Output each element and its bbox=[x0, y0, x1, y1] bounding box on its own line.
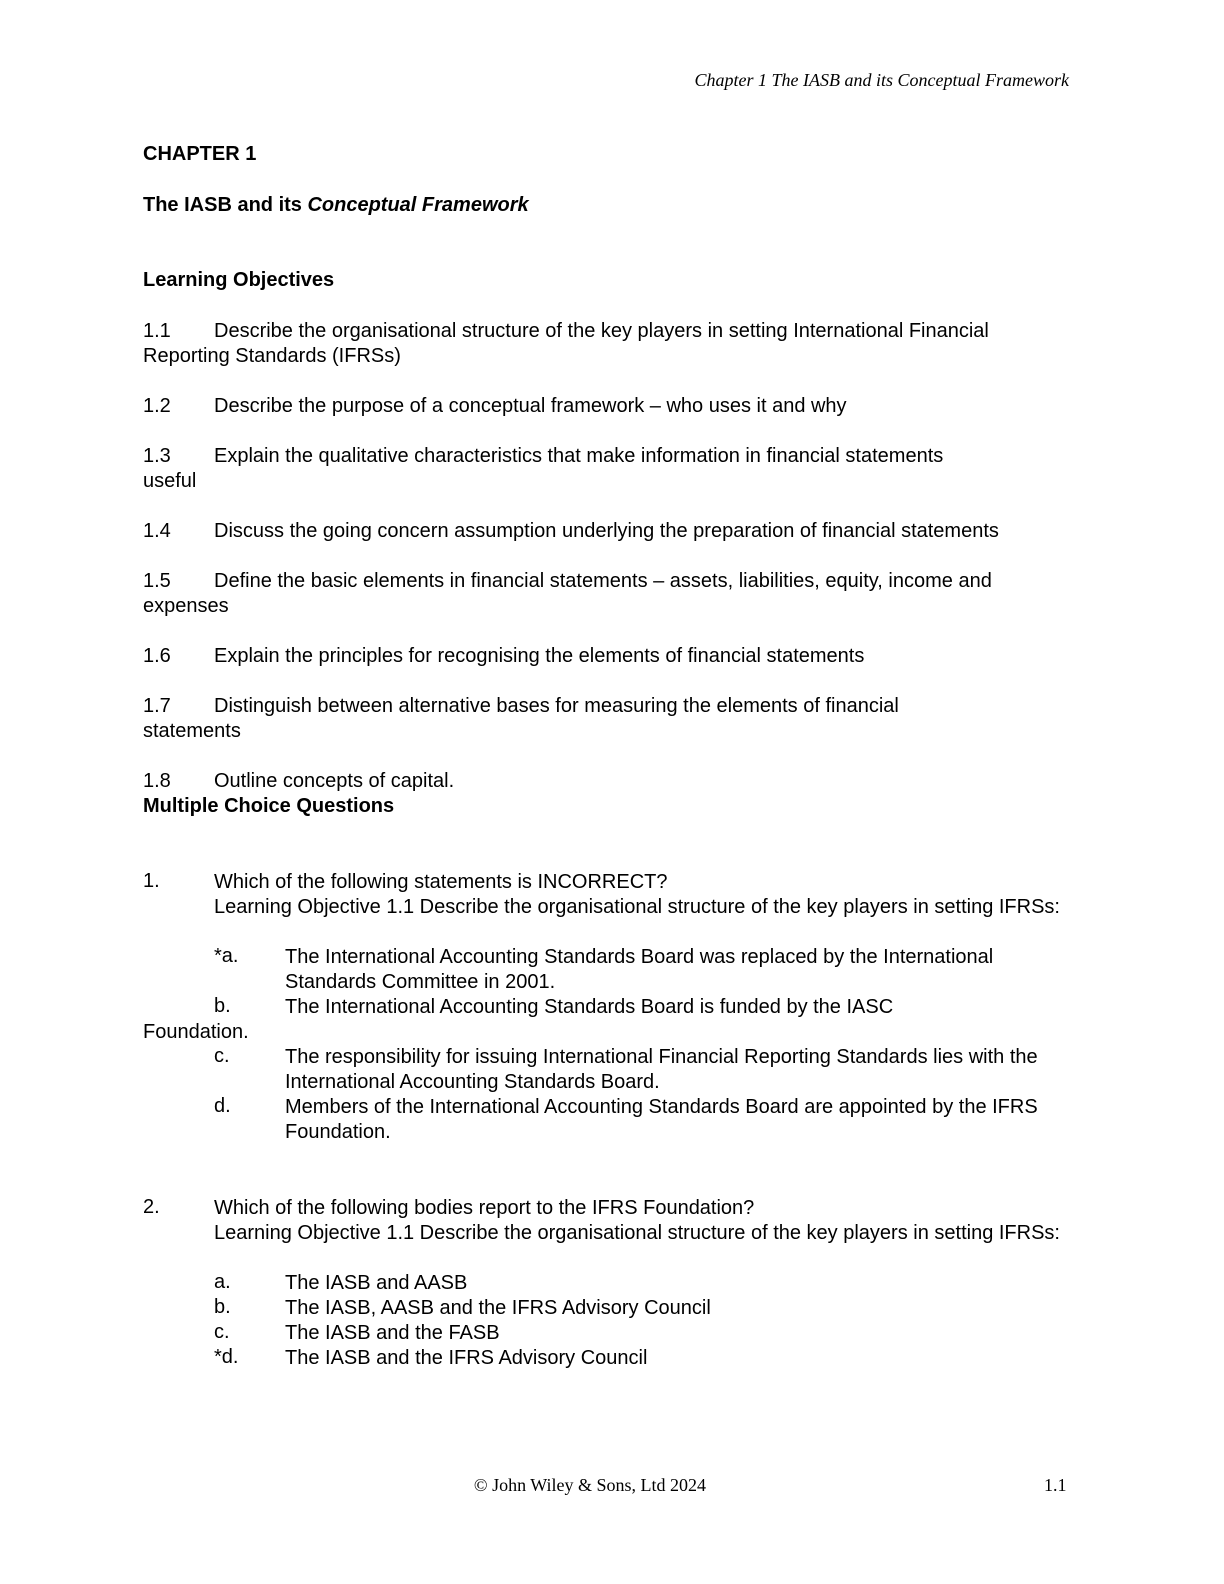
option-label: *a. bbox=[214, 945, 239, 967]
objective-number: 1.1 bbox=[143, 320, 171, 342]
option-text: The IASB and the IFRS Advisory Council bbox=[285, 1347, 648, 1369]
objective-item bbox=[143, 319, 1083, 369]
option-label: *d. bbox=[214, 1346, 239, 1368]
option-label: b. bbox=[214, 995, 231, 1017]
option-label: d. bbox=[214, 1095, 231, 1117]
objective-text-cont: useful bbox=[143, 470, 197, 492]
option-label: b. bbox=[214, 1296, 231, 1318]
objective-text: Outline concepts of capital. bbox=[214, 770, 455, 792]
objective-number: 1.4 bbox=[143, 520, 171, 542]
objective-text: Describe the purpose of a conceptual framework – who uses it and why bbox=[214, 395, 847, 417]
objective-number: 1.5 bbox=[143, 570, 171, 592]
page-number: 1.1 bbox=[1044, 1475, 1067, 1495]
option-text: Members of the International Accounting Standards Board are appointed by the IFRS Foundation. bbox=[285, 1096, 1038, 1143]
objective-item bbox=[143, 444, 1083, 494]
footer-copyright: © John Wiley & Sons, Ltd 2024 bbox=[473, 1475, 707, 1495]
objective-number: 1.2 bbox=[143, 395, 171, 417]
question-text: Which of the following bodies report to the IFRS Foundation? bbox=[214, 1197, 755, 1219]
option-label: c. bbox=[214, 1045, 230, 1067]
option-text-cont: Foundation. bbox=[143, 1021, 249, 1043]
question-number: 1. bbox=[143, 870, 160, 892]
objective-number: 1.6 bbox=[143, 645, 171, 667]
chapter-title bbox=[143, 194, 529, 217]
option-text: The International Accounting Standards Board is funded by the IASC bbox=[285, 996, 894, 1018]
objective-text: Discuss the going concern assumption underlying the preparation of financial statements bbox=[214, 520, 999, 542]
objective-text: Explain the qualitative characteristics that make information in financial statements bbox=[214, 445, 944, 467]
chapter-title-italic: Conceptual Framework bbox=[307, 194, 529, 216]
option-label: a. bbox=[214, 1271, 231, 1293]
objective-item bbox=[143, 394, 1083, 419]
option-text: The IASB, AASB and the IFRS Advisory Council bbox=[285, 1297, 711, 1319]
option-text: The International Accounting Standards Board was replaced by the International Standards Committee in 2001. bbox=[285, 946, 994, 993]
objective-text-cont: Reporting Standards (IFRSs) bbox=[143, 345, 401, 367]
option-label: c. bbox=[214, 1321, 230, 1343]
objective-item bbox=[143, 769, 1083, 794]
chapter-label: CHAPTER 1 bbox=[143, 143, 257, 165]
question-text: Which of the following statements is INCORRECT? bbox=[214, 871, 668, 893]
objective-text: Define the basic elements in financial statements – assets, liabilities, equity, income and bbox=[214, 570, 992, 592]
question-objective: Learning Objective 1.1 Describe the organisational structure of the key players in setting IFRSs: bbox=[214, 1222, 1060, 1244]
option-text: The IASB and AASB bbox=[285, 1272, 468, 1294]
objective-number: 1.8 bbox=[143, 770, 171, 792]
objective-number: 1.3 bbox=[143, 445, 171, 467]
objective-item bbox=[143, 569, 1083, 619]
running-header: Chapter 1 The IASB and its Conceptual Framework bbox=[694, 70, 1069, 90]
option-text: The IASB and the FASB bbox=[285, 1322, 500, 1344]
objective-item bbox=[143, 519, 1083, 544]
question-objective: Learning Objective 1.1 Describe the organisational structure of the key players in setting IFRSs: bbox=[214, 896, 1060, 918]
learning-objectives-heading: Learning Objectives bbox=[143, 269, 335, 291]
objective-text: Explain the principles for recognising the elements of financial statements bbox=[214, 645, 865, 667]
chapter-title-plain: The IASB and its bbox=[143, 194, 308, 216]
objective-text-cont: expenses bbox=[143, 595, 229, 617]
objective-item bbox=[143, 694, 1083, 744]
objective-text: Describe the organisational structure of the key players in setting International Financial bbox=[214, 320, 989, 342]
option-text: The responsibility for issuing International Financial Reporting Standards lies with the International Accounting Standards Board. bbox=[285, 1046, 1038, 1093]
objective-item bbox=[143, 644, 1083, 669]
mcq-heading: Multiple Choice Questions bbox=[143, 795, 395, 817]
objective-text-cont: statements bbox=[143, 720, 241, 742]
objective-number: 1.7 bbox=[143, 695, 171, 717]
objective-text: Distinguish between alternative bases for measuring the elements of financial bbox=[214, 695, 899, 717]
question-number: 2. bbox=[143, 1196, 160, 1218]
